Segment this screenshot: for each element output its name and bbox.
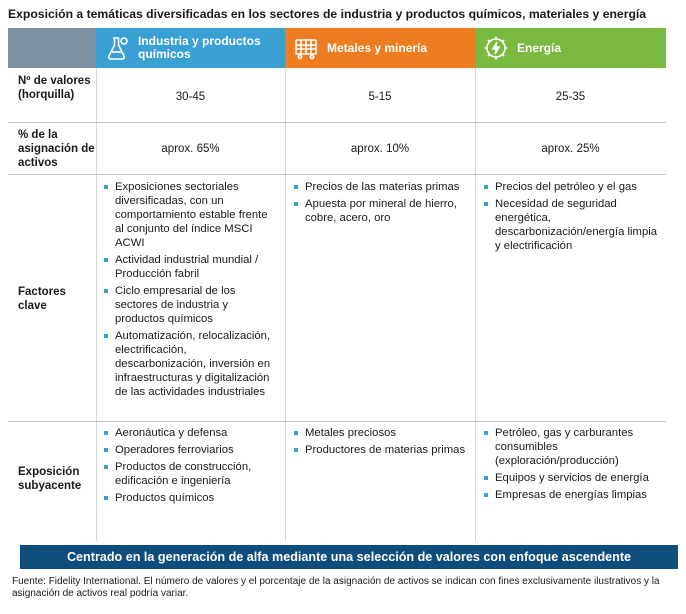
cell-value: aprox. 10% [350, 143, 410, 155]
column-header-label: Metales y minería [327, 40, 428, 55]
cell-value: aprox. 65% [161, 143, 220, 155]
row-label-num-valores: Nº de valores (horquilla) [18, 75, 91, 101]
column-divider [285, 68, 286, 541]
summary-banner: Centrado en la generación de alfa mediante una selección de valores con enfoque ascendente [20, 545, 678, 569]
column-header-label: Energía [517, 40, 562, 55]
list-item: Empresas de energías limpias [483, 488, 663, 502]
list-item: Automatización, relocalización, electrificación, descarbonización, inversión en infraestructuras y digitalización de las actividades industriales [103, 329, 278, 399]
column-header-label: Industria y productos químicos [138, 34, 261, 61]
list-item: Precios del petróleo y el gas [483, 180, 663, 194]
exposicion-metales-list [293, 426, 469, 460]
list-item: Productores de materias primas [293, 443, 469, 457]
column-header-energia [475, 28, 666, 68]
list-item: Exposiciones sectoriales diversificadas, con un comportamiento estable frente al conjunto del índice MSCI ACWI [103, 180, 278, 250]
cell-value: 30-45 [175, 91, 206, 103]
list-item: Aeronáutica y defensa [103, 426, 278, 440]
list-item: Precios de las materias primas [293, 180, 469, 194]
list-item: Metales preciosos [293, 426, 469, 440]
column-header-metales [285, 28, 475, 68]
column-divider [475, 68, 476, 541]
list-item: Actividad industrial mundial / Producción fabril [103, 253, 278, 281]
list-item: Apuesta por mineral de hierro, cobre, acero, oro [293, 197, 469, 225]
column-header-industria [96, 28, 285, 68]
row-label-factores: Factores clave [18, 286, 66, 312]
source-footnote: Fuente: Fidelity International. El número de valores y el porcentaje de la asignación de activos se indican con fines exclusivamente ilustrativos y la asignación de activos real podría variar. [12, 576, 660, 599]
list-item: Operadores ferroviarios [103, 443, 278, 457]
page-title: Exposición a temáticas diversificadas en los sectores de industria y productos químicos, materiales y energía [8, 7, 647, 21]
mine-cart-icon [293, 35, 319, 61]
row-divider [8, 122, 666, 123]
row-divider [8, 174, 666, 175]
column-divider [96, 68, 97, 541]
cell-value: aprox. 25% [541, 143, 600, 155]
header-blank-cell [8, 28, 96, 68]
list-item: Ciclo empresarial de los sectores de industria y productos químicos [103, 284, 278, 326]
factores-energia-list [483, 180, 663, 256]
row-divider [8, 421, 666, 422]
flask-gear-icon [104, 35, 130, 61]
exposicion-industria-list [103, 426, 278, 508]
list-item: Equipos y servicios de energía [483, 471, 663, 485]
cell-value: 5-15 [368, 91, 392, 103]
cell-value: 25-35 [555, 91, 586, 103]
factores-metales-list [293, 180, 469, 228]
list-item: Necesidad de seguridad energética, descarbonización/energía limpia y electrificación [483, 197, 663, 253]
row-label-asignacion: % de la asignación de activos [18, 129, 95, 169]
row-label-exposicion: Exposición subyacente [18, 466, 82, 492]
list-item: Productos químicos [103, 491, 278, 505]
exposicion-energia-list [483, 426, 663, 505]
list-item: Productos de construcción, edificación e ingeniería [103, 460, 278, 488]
lightning-gear-icon [483, 35, 509, 61]
list-item: Petróleo, gas y carburantes consumibles (exploración/producción) [483, 426, 663, 468]
factores-industria-list [103, 180, 278, 402]
